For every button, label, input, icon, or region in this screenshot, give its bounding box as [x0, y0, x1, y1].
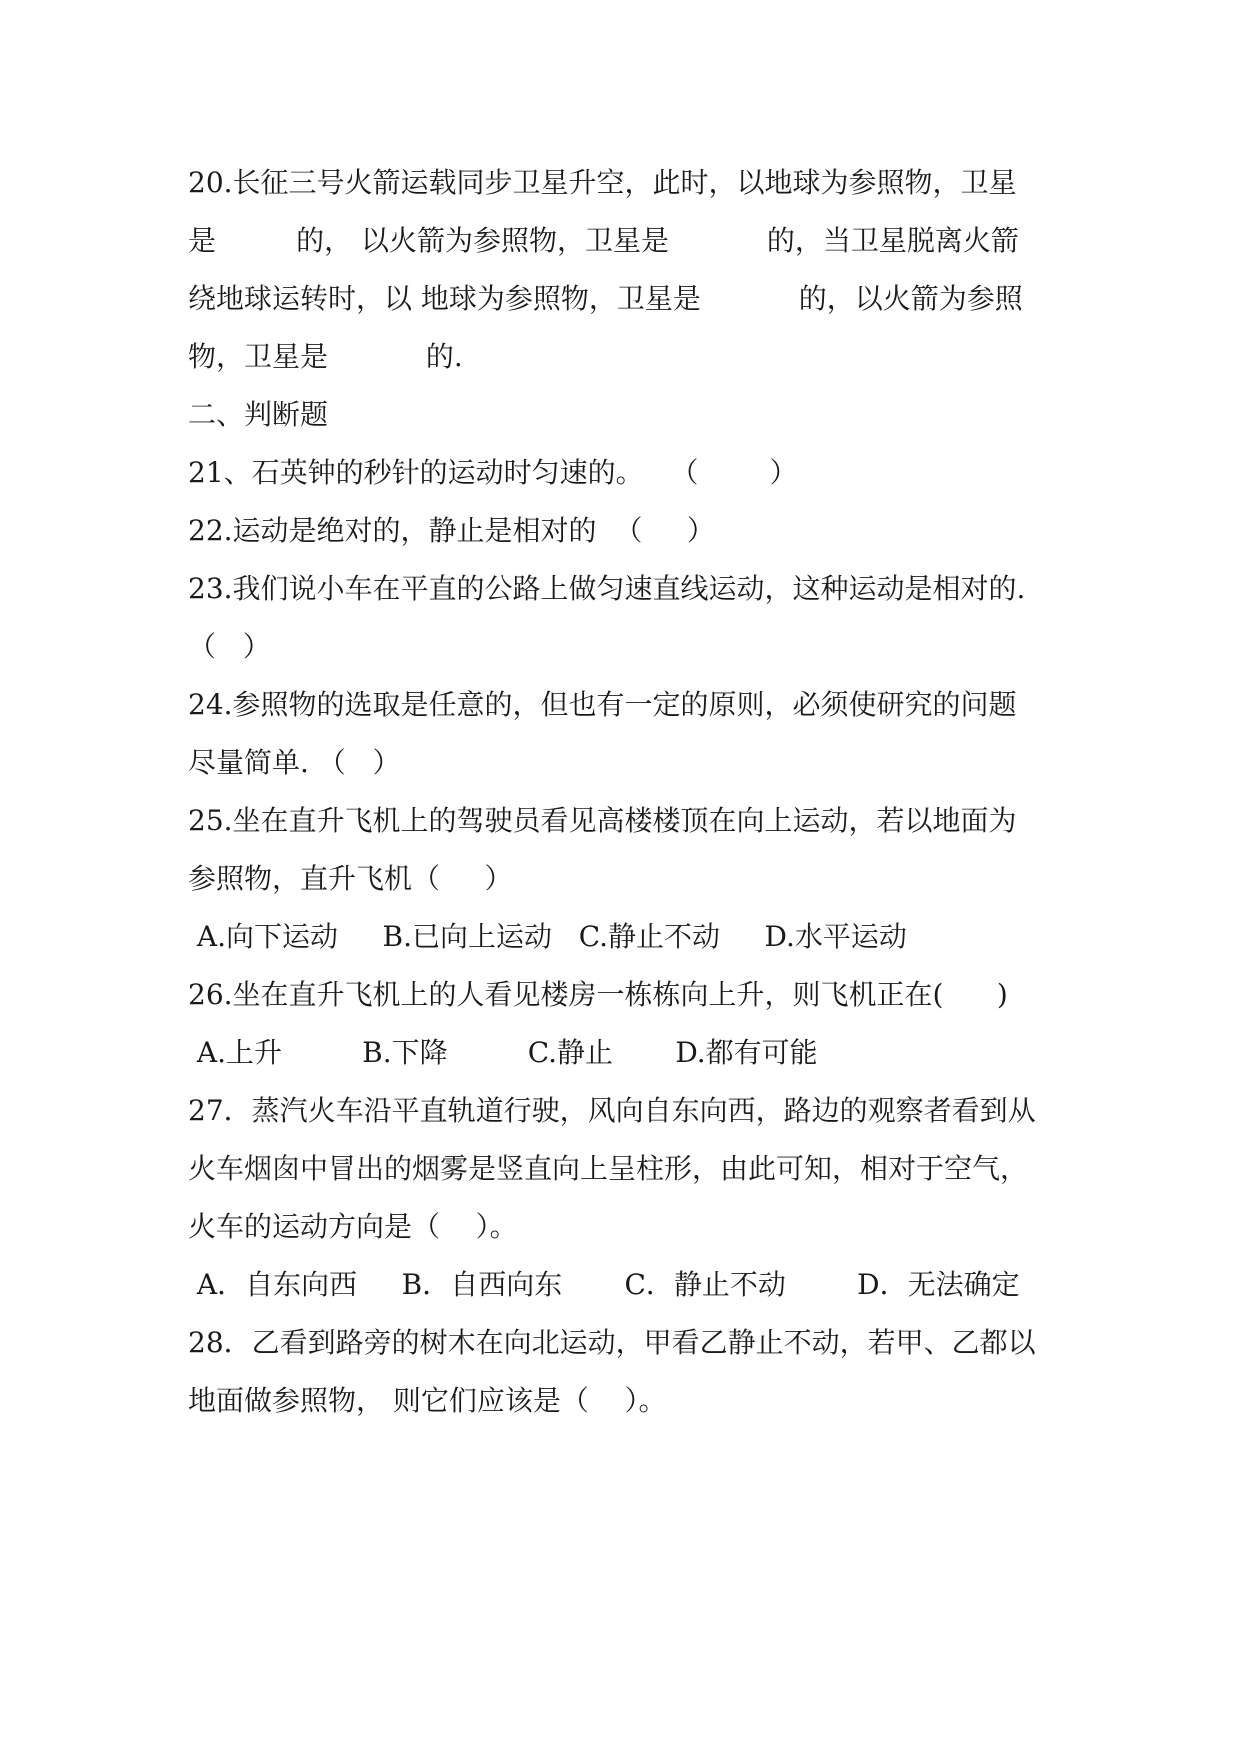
question-25-options: A.向下运动 B.已向上运动 C.静止不动 D.水平运动 — [188, 920, 907, 953]
question-23-line-1: 23.我们说小车在平直的公路上做匀速直线运动，这种运动是相对的. — [188, 572, 1026, 605]
question-28-line-2: 地面做参照物， 则它们应该是（ ）。 — [188, 1384, 667, 1417]
question-23-line-2: （ ） — [188, 630, 271, 663]
question-21: 21、石英钟的秒针的运动时匀速的。 （ ） — [188, 456, 798, 489]
question-24-line-1: 24.参照物的选取是任意的，但也有一定的原则，必须使研究的问题 — [188, 688, 1017, 721]
question-20-line-2: 是 的， 以火箭为参照物，卫星是 的，当卫星脱离火箭 — [188, 224, 1019, 257]
question-26: 26.坐在直升飞机上的人看见楼房一栋栋向上升，则飞机正在( ) — [188, 978, 1008, 1011]
question-27-options: A．自东向西 B．自西向东 C．静止不动 D．无法确定 — [188, 1268, 1020, 1301]
question-26-options: A.上升 B.下降 C.静止 D.都有可能 — [188, 1036, 818, 1069]
question-25-line-2: 参照物，直升飞机（ ） — [188, 862, 513, 895]
question-20-line-3: 绕地球运转时，以 地球为参照物，卫星是 的，以火箭为参照 — [188, 282, 1023, 315]
question-28-line-1: 28．乙看到路旁的树木在向北运动，甲看乙静止不动，若甲、乙都以 — [188, 1326, 1036, 1359]
question-24-line-2: 尽量简单. （ ） — [188, 746, 401, 779]
question-27-line-1: 27．蒸汽火车沿平直轨道行驶，风向自东向西，路边的观察者看到从 — [188, 1094, 1036, 1127]
section-heading-judgement: 二、判断题 — [188, 398, 329, 431]
question-27-line-2: 火车烟囱中冒出的烟雾是竖直向上呈柱形，由此可知，相对于空气， — [188, 1152, 1029, 1185]
question-25-line-1: 25.坐在直升飞机上的驾驶员看见高楼楼顶在向上运动，若以地面为 — [188, 804, 1017, 837]
question-27-line-3: 火车的运动方向是（ ）。 — [188, 1210, 518, 1243]
question-20-line-1: 20.长征三号火箭运载同步卫星升空，此时，以地球为参照物，卫星 — [188, 166, 1017, 199]
question-20-line-4: 物，卫星是 的. — [188, 340, 463, 373]
question-22: 22.运动是绝对的，静止是相对的 （ ） — [188, 514, 715, 547]
